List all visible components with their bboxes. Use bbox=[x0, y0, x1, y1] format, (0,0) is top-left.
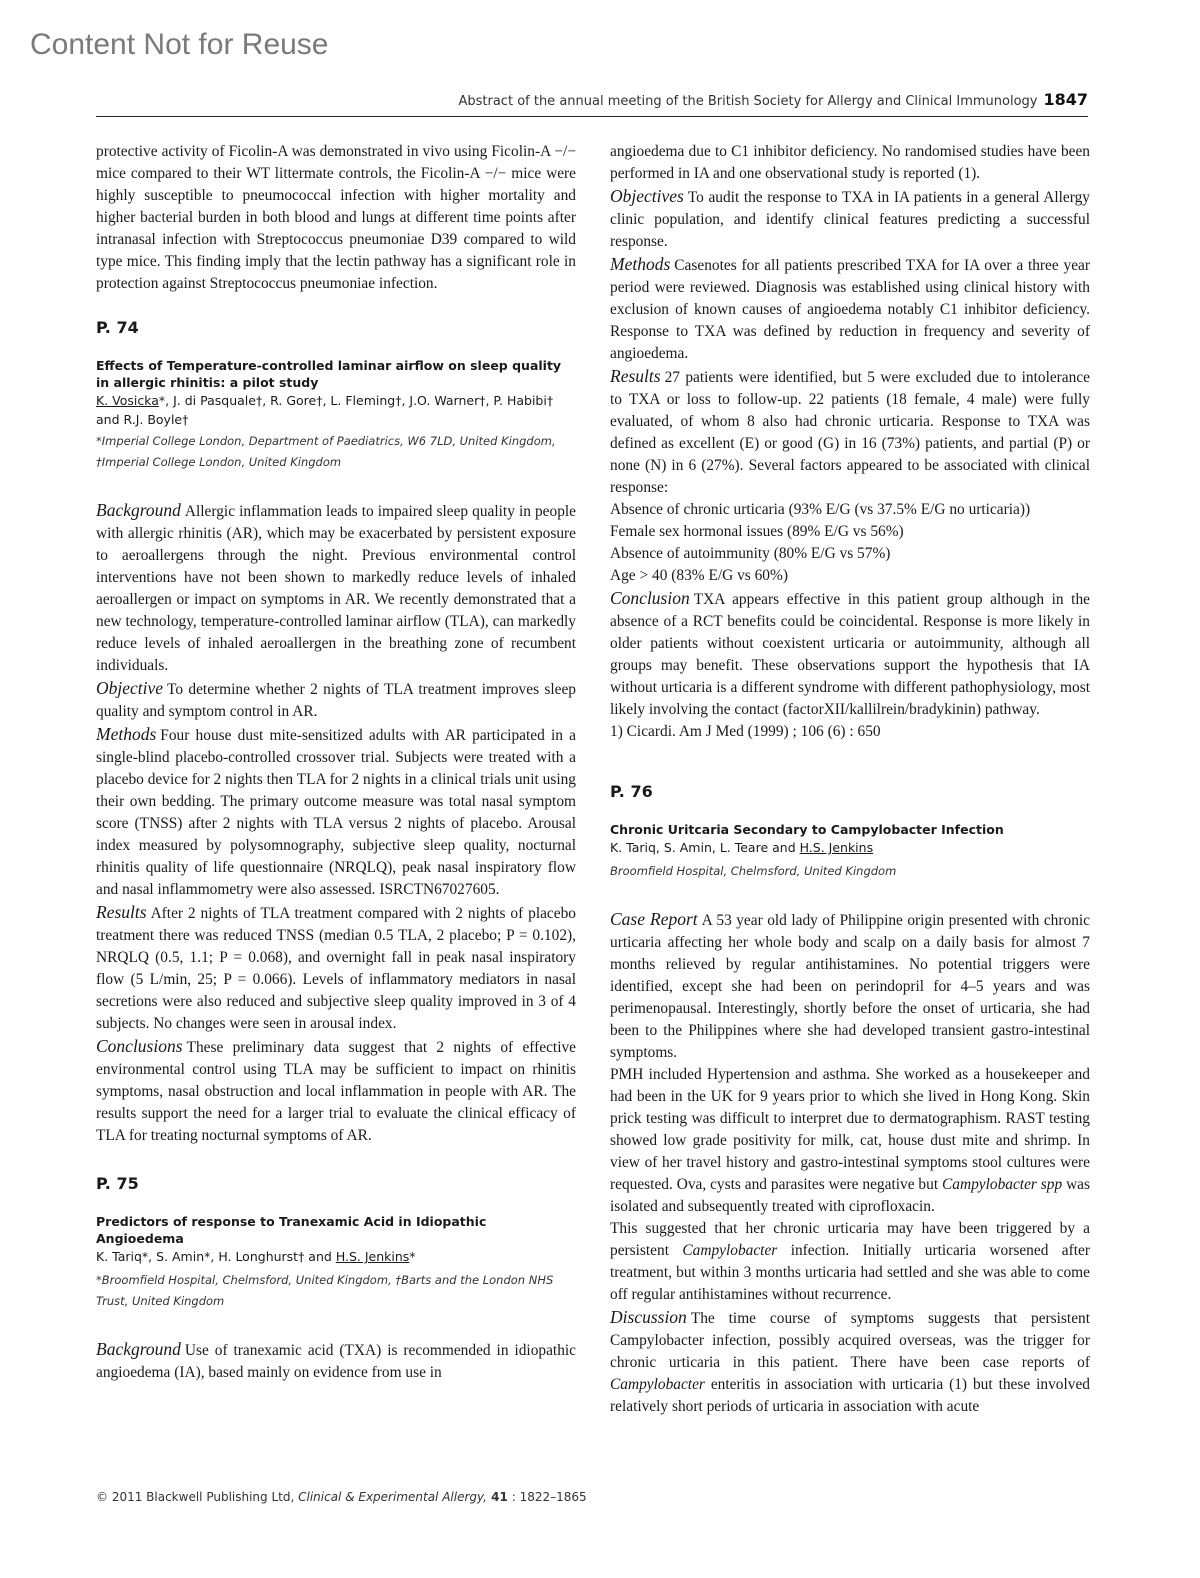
affiliation-line-2: †Imperial College London, United Kingdom bbox=[96, 455, 342, 469]
section-text: TXA appears effective in this patient group although in the absence of a RCT benefits could be coincidental. Response is more likely in older patients without coexistent urticaria or autoimmunity, although all groups may benefit. These observations support the hypothesis that IA without urticaria is a different syndrome with different pathophysiology, most likely involving the contact (factorXII/kallilrein/bradykinin) pathway. bbox=[610, 591, 1090, 718]
results-p74 bbox=[96, 901, 576, 1035]
objective-p74 bbox=[96, 677, 576, 723]
presenting-author: H.S. Jenkins bbox=[799, 840, 874, 855]
authors-text: K. Tariq, S. Amin, L. Teare and bbox=[610, 840, 800, 855]
section-text: Four house dust mite-sensitized adults with AR participated in a single-blind placebo-controlled crossover trial. Subjects were treated with a placebo device for 2 nights then TLA for 2 nights in a clinical trials unit using their own bedding. The primary outcome measure was total nasal symptom score (TNSS) after 2 nights with TLA versus 2 nights of placebo. Arousal index measured by polysomnography, subjective sleep quality, nocturnal rhinitis quality of life questionnaire (NRQLQ), peak nasal inspiratory flow and nasal inflammometry were also assessed. ISRCTN67027605. bbox=[96, 727, 576, 898]
journal-name: Clinical & Experimental Allergy, bbox=[298, 1490, 487, 1504]
factor-item: Absence of chronic urticaria (93% E/G (vs 37.5% E/G no urticaria)) bbox=[610, 501, 1031, 518]
section-text: Allergic inflammation leads to impaired sleep quality in people with allergic rhinitis (AR), which may be exacerbated by persistent exposure to aeroallergens through the night. Previous environmental control interventions have not been shown to markedly reduce levels of inhaled aeroallergen or impact on symptoms in AR. We recently demonstrated that a new technology, temperature-controlled laminar airflow (TLA), can markedly reduce levels of inhaled aeroallergen in the breathing zone of recumbent individuals. bbox=[96, 503, 576, 674]
factor-item: Female sex hormonal issues (89% E/G vs 56%) bbox=[610, 523, 904, 540]
methods-p74 bbox=[96, 723, 576, 901]
background-p74 bbox=[96, 499, 576, 677]
page-range: : 1822–1865 bbox=[507, 1490, 587, 1504]
affiliation-line-1: *Imperial College London, Department of Paediatrics, W6 7LD, United Kingdom, bbox=[96, 434, 556, 448]
affiliation-p76: Broomfield Hospital, Chelmsford, United Kingdom bbox=[610, 864, 897, 878]
abstract-number-p74: P. 74 bbox=[96, 318, 139, 337]
section-text: PMH included Hypertension and asthma. She worked as a housekeeper and had been in the UK for 9 years prior to which she lived in Hong Kong. Skin prick testing was difficult to interpret due to dermatographism. RAST testing showed low grade positivity for milk, cat, house dust mite and shrimp. In view of her travel history and gastro-intestinal symptoms stool cultures were requested. Ova, cysts and parasites were negative but bbox=[610, 1066, 1090, 1193]
discussion-p76 bbox=[610, 1306, 1090, 1418]
section-heading: Methods bbox=[610, 254, 671, 274]
organism-name: Campylobacter spp bbox=[942, 1176, 1063, 1193]
section-text: To audit the response to TXA in IA patients in a general Allergy clinic population, and identify clinical features predicting a successful response. bbox=[610, 189, 1090, 250]
abstract-number-p76: P. 76 bbox=[610, 782, 653, 801]
right-column bbox=[610, 141, 1090, 1418]
section-heading: Conclusion bbox=[610, 588, 690, 608]
section-heading: Results bbox=[610, 366, 661, 386]
section-text: infection. Initially urticaria worsened after treatment, but within 3 months urticaria had settled and she was able to come off regular antihistamines without recurrence. bbox=[610, 1242, 1090, 1303]
background-p75 bbox=[96, 1338, 576, 1384]
case-report-p76 bbox=[610, 908, 1090, 1064]
continuation-paragraph: angioedema due to C1 inhibitor deficiency. No randomised studies have been performed in IA and one observational study is reported (1). bbox=[610, 143, 1090, 182]
suggestion-paragraph bbox=[610, 1218, 1090, 1306]
affiliation-p74 bbox=[96, 431, 576, 473]
section-heading: Discussion bbox=[610, 1307, 687, 1327]
section-text: was isolated and subsequently treated with ciprofloxacin. bbox=[610, 1176, 1090, 1215]
authors-p74 bbox=[96, 391, 576, 429]
section-heading: Case Report bbox=[610, 909, 698, 929]
presenting-author: H.S. Jenkins bbox=[335, 1249, 410, 1264]
abstract-title-p76: Chronic Uritcaria Secondary to Campylobacter Infection bbox=[610, 822, 1004, 837]
section-heading: Objectives bbox=[610, 186, 684, 206]
section-heading: Methods bbox=[96, 724, 157, 744]
authors-rest: *, J. di Pasquale†, R. Gore†, L. Fleming†, J.O. Warner†, P. Habibi† and R.J. Boyle† bbox=[96, 393, 554, 427]
watermark: Content Not for Reuse bbox=[30, 28, 329, 61]
section-heading: Background bbox=[96, 1339, 181, 1359]
section-text: Use of tranexamic acid (TXA) is recommended in idiopathic angioedema (IA), based mainly on evidence from use in bbox=[96, 1342, 576, 1381]
section-text: Casenotes for all patients prescribed TXA for IA over a three year period were reviewed. Diagnosis was established using clinical history with exclusion of known causes of angioedema notably C1 inhibitor deficiency. Response to TXA was defined by reduction in frequency and severity of angioedema. bbox=[610, 257, 1090, 362]
page-number: 1847 bbox=[1043, 90, 1088, 109]
section-heading: Conclusions bbox=[96, 1036, 183, 1056]
footer-copyright bbox=[96, 1490, 587, 1504]
section-text: After 2 nights of TLA treatment compared with 2 nights of placebo treatment there was reduced TNSS (median 0.5 TLA, 2 placebo; P = 0.102), NRQLQ (0.5, 1.1; P = 0.068), and overnight fall in peak nasal inspiratory flow (5 L/min, 25; P = 0.066). Levels of inflammatory mediators in nasal secretions were also reduced and subjective sleep quality improved in 3 of 4 subjects. No changes were seen in arousal index. bbox=[96, 905, 576, 1032]
section-text: enteritis in association with urticaria (1) but these involved relatively short periods of urticaria in association with acute bbox=[610, 1376, 1090, 1415]
presenting-author: K. Vosicka bbox=[96, 393, 159, 408]
section-text: To determine whether 2 nights of TLA treatment improves sleep quality and symptom control in AR. bbox=[96, 681, 576, 720]
volume-number: 41 bbox=[487, 1490, 508, 1504]
section-text: 27 patients were identified, but 5 were excluded due to intolerance to TXA or loss to follow-up. 22 patients (18 female, 4 male) were fully evaluated, of whom 8 also had chronic urticaria. Response to TXA was defined as excellent (E) or good (G) in 16 (73%) patients, and partial (P) or none (N) in 6 (27%). Several factors appeared to be associated with clinical response: bbox=[610, 369, 1090, 496]
abstract-title-p75: Predictors of response to Tranexamic Acid in Idiopathic Angioedema bbox=[96, 1214, 487, 1246]
continuation-paragraph: protective activity of Ficolin-A was demonstrated in vivo using Ficolin-A −/− mice compared to their WT littermate controls, the Ficolin-A −/− mice were highly susceptible to pneumococcal infection with higher mortality and higher bacterial burden in both blood and lungs at different time points after intranasal infection with Streptococcus pneumoniae D39 compared to wild type mice. This finding imply that the lectin pathway has a significant role in protection against Streptococcus pneumoniae infection. bbox=[96, 143, 576, 292]
authors-p76 bbox=[610, 838, 1090, 857]
authors-p75 bbox=[96, 1247, 576, 1266]
objectives-p75 bbox=[610, 185, 1090, 253]
footer-text: © 2011 Blackwell Publishing Ltd, bbox=[96, 1490, 299, 1504]
results-p75 bbox=[610, 365, 1090, 499]
abstract-title-p74: Effects of Temperature-controlled laminar airflow on sleep quality in allergic rhinitis: a pilot study bbox=[96, 358, 562, 390]
section-heading: Objective bbox=[96, 678, 164, 698]
conclusion-p75 bbox=[610, 587, 1090, 721]
section-text: A 53 year old lady of Philippine origin presented with chronic urticaria affecting her whole body and scalp on a daily basis for almost 7 months relieved by regular antihistamines. No potential triggers were identified, except she had been on perindopril for 4–5 years and was perimenopausal. Interestingly, shortly before the onset of urticaria, she had been to the Philippines where she had developed transient gastro-intestinal symptoms. bbox=[610, 912, 1090, 1061]
methods-p75 bbox=[610, 253, 1090, 365]
reference-item: 1) Cicardi. Am J Med (1999) ; 106 (6) : 650 bbox=[610, 723, 881, 740]
organism-name: Campylobacter bbox=[682, 1242, 778, 1259]
authors-text: K. Tariq*, S. Amin*, H. Longhurst† and bbox=[96, 1249, 336, 1264]
left-column bbox=[96, 141, 576, 1384]
section-text: These preliminary data suggest that 2 nights of effective environmental control using TLA may be sufficient to impact on rhinitis symptoms, nasal obstruction and local inflammation in people with AR. The results support the need for a larger trial to evaluate the clinical efficacy of TLA for treating nocturnal symptoms of AR. bbox=[96, 1039, 576, 1144]
running-head-title: Abstract of the annual meeting of the British Society for Allergy and Clinical Immunology bbox=[458, 94, 1038, 109]
abstract-number-p75: P. 75 bbox=[96, 1174, 139, 1193]
pmh-paragraph bbox=[610, 1064, 1090, 1218]
section-text: The time course of symptoms suggests that persistent Campylobacter infection, possibly acquired overseas, was the trigger for chronic urticaria in this patient. There have been case reports of bbox=[610, 1310, 1090, 1371]
organism-name: Campylobacter bbox=[610, 1376, 705, 1393]
running-header bbox=[96, 90, 1088, 117]
section-heading: Background bbox=[96, 500, 181, 520]
factor-item: Absence of autoimmunity (80% E/G vs 57%) bbox=[610, 545, 891, 562]
section-text: This suggested that her chronic urticaria may have been triggered by a persistent bbox=[610, 1220, 1090, 1259]
authors-text: * bbox=[409, 1249, 416, 1264]
section-heading: Results bbox=[96, 902, 147, 922]
conclusions-p74 bbox=[96, 1035, 576, 1147]
affiliation-p75: *Broomfield Hospital, Chelmsford, United Kingdom, †Barts and the London NHS Trust, United Kingdom bbox=[96, 1273, 554, 1308]
factor-item: Age > 40 (83% E/G vs 60%) bbox=[610, 567, 788, 584]
